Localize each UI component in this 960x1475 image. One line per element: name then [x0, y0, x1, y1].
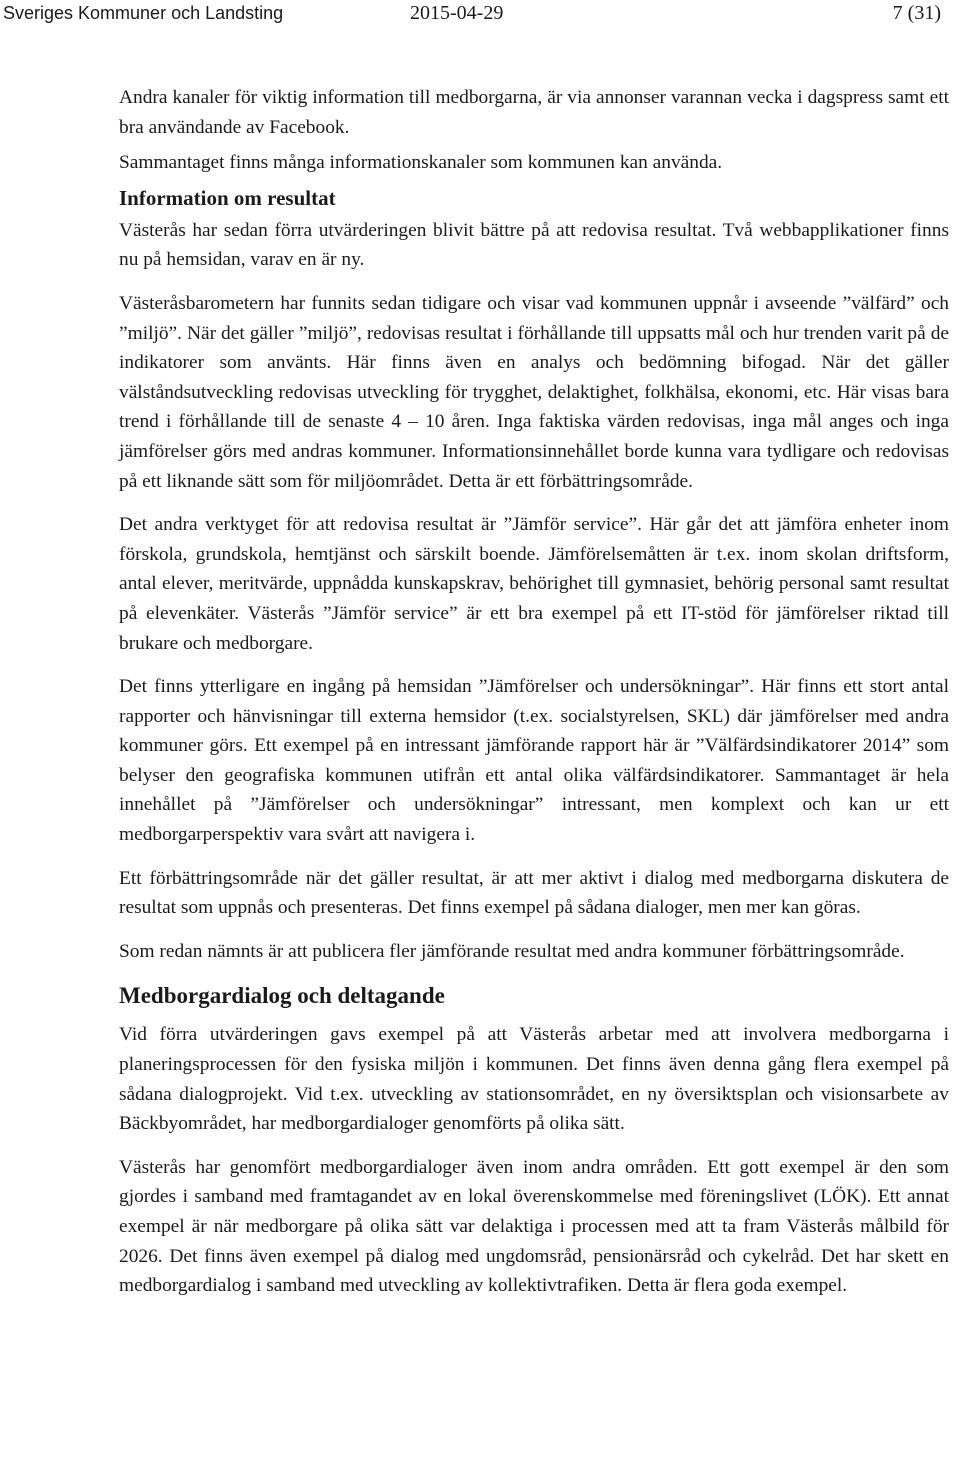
paragraph-vasterasbarometern: Västeråsbarometern har funnits sedan tidigare och visar vad kommunen uppnår i avseende ”välfärd” och ”miljö”. När det gäller ”miljö”, redovisas resultat i förhållande till uppsatts mål och hur trenden varit på de indikatorer som använts. Här finns även en analys och bedömning bifogad. När det gäller välståndsutveckling redovisas utveckling för trygghet, delaktighet, folkhälsa, ekonomi, etc. Här visas bara trend i förhållande till de senaste 4 – 10 åren. Inga faktiska värden redovisas, inga mål anges och inga jämförelser görs med andras kommuner. Informationsinnehållet borde kunna vara tydligare och redovisas på ett liknande sätt som för miljöområdet. Detta är ett förbättringsområde.: [119, 292, 949, 492]
paragraph-jamfor-service: Det andra verktyget för att redovisa resultat är ”Jämför service”. Här går det att jämföra enheter inom förskola, grundskola, hemtjänst och särskilt boende. Jämförelsemåtten är t.ex. inom skolan driftsform, antal elever, meritvärde, uppnådda kunskapskrav, behörighet till gymnasiet, behörig personal samt resultat på elevenkäter. Västerås ”Jämför service” är ett bra exempel på ett IT-stöd för jämförelser riktad till brukare och medborgare.: [119, 514, 949, 654]
document-date: 2015-04-29: [410, 2, 504, 24]
paragraph-other-dialogs: Västerås har genomfört medborgardialoger även inom andra områden. Ett gott exempel är den som gjordes i samband med framtagandet av en lokal överenskommelse med föreningslivet (LÖK). Ett annat exempel är när medborgare på olika sätt var delaktiga i processen med att ta fram Västerås målbild för 2026. Det finns även exempel på dialog med ungdomsråd, pensionärsråd och cykelråd. Det har skett en medborgardialog i samband med utveckling av kollektivtrafiken. Detta är flera goda exempel.: [119, 1156, 949, 1297]
document-body: [119, 83, 949, 1315]
paragraph-other-channels: Andra kanaler för viktig information till medborgarna, är via annonser varannan vecka i dagspress samt ett bra användande av Facebook.: [119, 87, 949, 138]
paragraph-publish-comparisons: Som redan nämnts är att publicera fler jämförande resultat med andra kommuner förbättringsområde.: [119, 940, 905, 962]
heading-medborgardialog: Medborgardialog och deltagande: [119, 983, 445, 1009]
paragraph-planning-process: Vid förra utvärderingen gavs exempel på att Västerås arbetar med att involvera medborgarna i planeringsprocessen för den fysiska miljön i kommunen. Det finns även denna gång flera exempel på sådana dialogprojekt. Vid t.ex. utveckling av stationsområdet, en ny översiktsplan och visionsarbete av Bäckbyområdet, har medborgardialoger genomförts på olika sätt.: [119, 1024, 949, 1135]
organization-name: Sveriges Kommuner och Landsting: [3, 3, 284, 23]
paragraph-dialog-results: Ett förbättringsområde när det gäller resultat, är att mer aktivt i dialog med medborgarna diskutera de resultat som uppnås och presenteras. Det finns exempel på sådana dialoger, men mer kan göras.: [119, 867, 949, 919]
paragraph-jamforelser-undersokningar: Det finns ytterligare en ingång på hemsidan ”Jämförelser och undersökningar”. Här finns ett stort antal rapporter och hänvisningar till externa hemsidor (t.ex. socialstyrelsen, SKL) där jämförelser med andra kommuner görs. Ett exempel på en intressant jämförande rapport här är ”Välfärdsindikatorer 2014” som belyser den geografiska kommunen utifrån ett antal olika välfärdsindikatorer. Sammantaget är hela innehållet på ”Jämförelser och undersökningar” intressant, men komplext och kan ur ett medborgarperspektiv vara svårt att navigera i.: [119, 676, 949, 846]
page-header: [0, 0, 960, 30]
paragraph-summary-channels: Sammantaget finns många informationskanaler som kommunen kan använda.: [119, 152, 723, 174]
page-number: 7 (31): [892, 2, 941, 24]
heading-information-results: Information om resultat: [119, 185, 336, 210]
paragraph-web-applications: Västerås har sedan förra utvärderingen blivit bättre på att redovisa resultat. Två webbapplikationer finns nu på hemsidan, varav en är ny.: [119, 219, 949, 271]
